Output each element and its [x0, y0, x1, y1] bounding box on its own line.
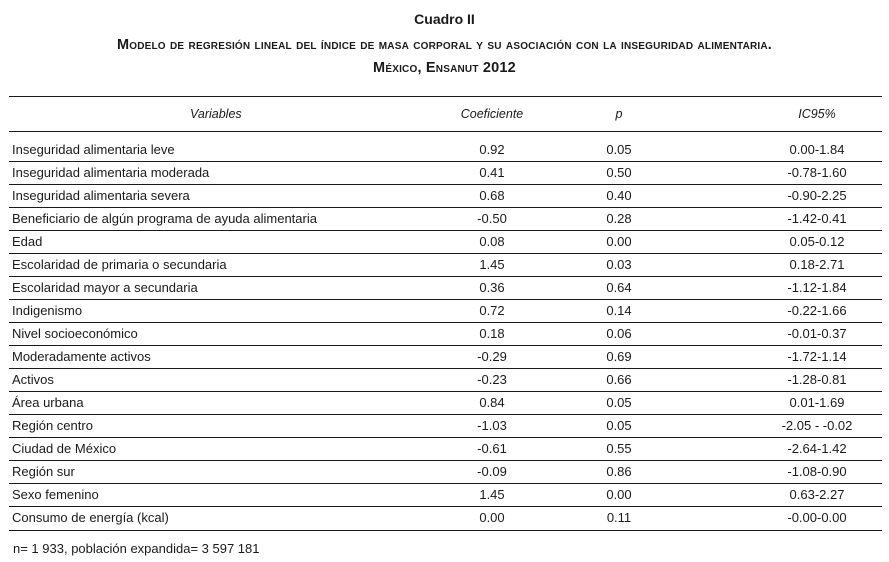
table-row [9, 162, 882, 185]
table-row [9, 438, 882, 461]
header-rule [9, 131, 882, 132]
column-header-ic95: IC95% [798, 107, 836, 121]
table-row [9, 323, 882, 346]
top-rule [9, 96, 882, 97]
p-value-cell: 0.05 [606, 142, 632, 157]
table-label: Cuadro II [414, 11, 475, 27]
confidence-interval-cell: -0.00-0.00 [787, 510, 847, 525]
confidence-interval-cell: -0.78-1.60 [787, 165, 847, 180]
variable-cell: Escolaridad mayor a secundaria [12, 280, 198, 295]
p-value-cell: 0.11 [606, 510, 632, 525]
table-row [9, 507, 882, 529]
variable-cell: Región sur [12, 464, 75, 479]
table-row [9, 231, 882, 254]
p-value-cell: 0.66 [606, 372, 632, 387]
coefficient-cell: -0.09 [477, 464, 507, 479]
column-header-variables: Variables [190, 107, 242, 121]
coefficient-cell: 0.08 [479, 234, 505, 249]
coefficient-cell: -0.50 [477, 211, 507, 226]
p-value-cell: 0.00 [606, 487, 632, 502]
table-row [9, 300, 882, 323]
confidence-interval-cell: -2.05 - -0.02 [781, 418, 853, 433]
variable-cell: Activos [12, 372, 54, 387]
table-row [9, 254, 882, 277]
table-title-line-1: Modelo de regresión lineal del índice de masa corporal y su asociación con la inseguridad alimentaria. [116, 37, 773, 53]
coefficient-cell: 0.41 [479, 165, 505, 180]
variable-cell: Moderadamente activos [12, 349, 151, 364]
variable-cell: Consumo de energía (kcal) [12, 510, 169, 525]
variable-cell: Inseguridad alimentaria moderada [12, 165, 210, 180]
p-value-cell: 0.00 [606, 234, 632, 249]
table-row [9, 484, 882, 507]
variable-cell: Nivel socioeconómico [12, 326, 138, 341]
coefficient-cell: 0.18 [479, 326, 505, 341]
variable-cell: Inseguridad alimentaria leve [12, 142, 175, 157]
variable-cell: Escolaridad de primaria o secundaria [12, 257, 227, 272]
variable-cell: Indigenismo [12, 303, 83, 318]
variable-cell: Sexo femenino [12, 487, 99, 502]
confidence-interval-cell: -1.72-1.14 [787, 349, 847, 364]
table-title [0, 34, 889, 80]
p-value-cell: 0.03 [606, 257, 632, 272]
confidence-interval-cell: -1.08-0.90 [787, 464, 847, 479]
table-footnote: n= 1 933, población expandida= 3 597 181 [13, 541, 260, 556]
table-body [9, 139, 882, 529]
variable-cell: Beneficiario de algún programa de ayuda alimentaria [12, 211, 317, 226]
bottom-rule [9, 530, 882, 531]
table-row [9, 139, 882, 162]
confidence-interval-cell: -1.12-1.84 [787, 280, 847, 295]
table-row [9, 346, 882, 369]
p-value-cell: 0.55 [606, 441, 632, 456]
p-value-cell: 0.40 [606, 188, 632, 203]
confidence-interval-cell: 0.18-2.71 [789, 257, 845, 272]
p-value-cell: 0.05 [606, 418, 632, 433]
p-value-cell: 0.69 [606, 349, 632, 364]
variable-cell: Área urbana [12, 395, 84, 410]
variable-cell: Ciudad de México [12, 441, 117, 456]
p-value-cell: 0.50 [606, 165, 632, 180]
p-value-cell: 0.28 [606, 211, 632, 226]
p-value-cell: 0.06 [606, 326, 632, 341]
p-value-cell: 0.86 [606, 464, 632, 479]
coefficient-cell: 0.84 [479, 395, 505, 410]
p-value-cell: 0.05 [606, 395, 632, 410]
confidence-interval-cell: -1.28-0.81 [787, 372, 847, 387]
coefficient-cell: 1.45 [479, 487, 505, 502]
coefficient-cell: 1.45 [479, 257, 505, 272]
coefficient-cell: 0.72 [479, 303, 505, 318]
table-row [9, 392, 882, 415]
confidence-interval-cell: -1.42-0.41 [787, 211, 847, 226]
variable-cell: Región centro [12, 418, 93, 433]
coefficient-cell: 0.92 [479, 142, 505, 157]
table-row [9, 277, 882, 300]
coefficient-cell: -0.61 [477, 441, 507, 456]
variable-cell: Edad [12, 234, 43, 249]
confidence-interval-cell: -0.01-0.37 [787, 326, 847, 341]
confidence-interval-cell: 0.01-1.69 [789, 395, 845, 410]
p-value-cell: 0.14 [606, 303, 632, 318]
p-value-cell: 0.64 [606, 280, 632, 295]
coefficient-cell: -0.29 [477, 349, 507, 364]
confidence-interval-cell: 0.00-1.84 [789, 142, 845, 157]
coefficient-cell: 0.68 [479, 188, 505, 203]
column-header-coeficiente: Coeficiente [460, 107, 524, 121]
confidence-interval-cell: -2.64-1.42 [787, 441, 847, 456]
table-title-line-2: México, Ensanut 2012 [373, 60, 516, 76]
variable-cell: Inseguridad alimentaria severa [12, 188, 190, 203]
confidence-interval-cell: 0.63-2.27 [789, 487, 845, 502]
coefficient-cell: -0.23 [477, 372, 507, 387]
table-row [9, 461, 882, 484]
confidence-interval-cell: 0.05-0.12 [789, 234, 845, 249]
table-row [9, 369, 882, 392]
coefficient-cell: 0.36 [479, 280, 505, 295]
confidence-interval-cell: -0.22-1.66 [787, 303, 847, 318]
table-row [9, 208, 882, 231]
table-row [9, 415, 882, 438]
column-header-p: p [615, 107, 623, 121]
confidence-interval-cell: -0.90-2.25 [787, 188, 847, 203]
coefficient-cell: -1.03 [477, 418, 507, 433]
coefficient-cell: 0.00 [479, 510, 505, 525]
table-row [9, 185, 882, 208]
